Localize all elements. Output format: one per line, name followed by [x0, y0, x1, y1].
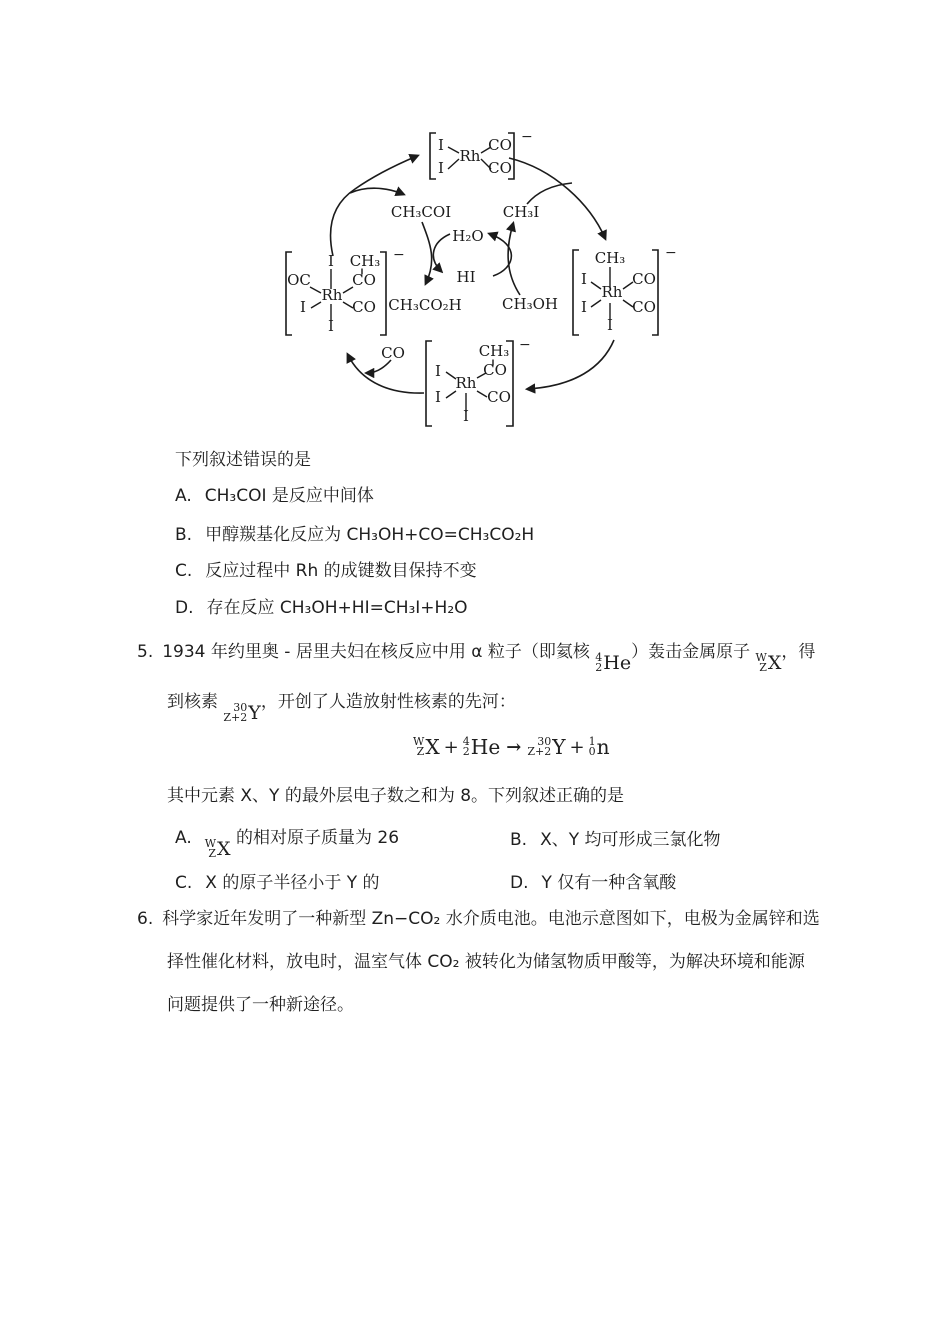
option-text: X 的原子半径小于 Y 的: [205, 873, 380, 893]
mass-number: 4: [462, 735, 470, 748]
atomic-number: Z: [208, 847, 217, 860]
plus-sign: +: [443, 736, 459, 758]
species-ch3coi: CH₃COI: [390, 203, 452, 221]
arrow-left-to-ch3coi: [350, 188, 403, 194]
q5-option-d: [510, 871, 676, 895]
element-symbol: n: [596, 735, 610, 759]
q6-line-1: [137, 907, 820, 931]
option-text: CH₃COI 是反应中间体: [204, 486, 374, 506]
arrow-top-to-right: [509, 158, 605, 238]
option-label: D.: [510, 873, 529, 893]
mass-number: 30: [537, 735, 552, 748]
ligand-label: I: [438, 136, 444, 154]
option-label: A.: [175, 486, 192, 506]
species-hi: HI: [456, 268, 476, 286]
species-h2o: H₂O: [452, 227, 484, 245]
rh-complex-bottom: [426, 337, 531, 426]
nuclide-he: [463, 735, 501, 759]
mass-number: W: [755, 651, 767, 664]
ligand-label: I: [328, 252, 334, 270]
q4-option-a: [175, 484, 374, 508]
q5-text: 到核素: [167, 692, 224, 712]
nuclide-n: [589, 735, 610, 759]
species-ch3oh: CH₃OH: [502, 295, 558, 313]
option-label: B.: [510, 830, 528, 850]
ligand-label: I: [438, 159, 444, 177]
option-label: B.: [175, 525, 193, 545]
element-symbol: He: [603, 652, 632, 674]
species-co: CO: [381, 344, 405, 362]
charge-sign: −: [521, 129, 533, 145]
q5-text: ，开创了人造放射性核素的先河：: [260, 692, 516, 712]
ligand-label: CO: [488, 159, 512, 177]
nuclide-y: [527, 735, 565, 759]
ligand-label: I: [581, 270, 587, 288]
q5-text: ）轰击金属原子: [631, 642, 756, 662]
rh-complex-left: [286, 247, 405, 335]
charge-sign: −: [519, 337, 531, 353]
mass-number: W: [204, 837, 217, 850]
option-text: X、Y 均可形成三氯化物: [540, 830, 721, 850]
option-label: C.: [175, 873, 193, 893]
option-text: 的相对原子质量为 26: [230, 828, 400, 848]
q5-line-3: 其中元素 X、Y 的最外层电子数之和为 8。下列叙述正确的是: [167, 786, 625, 806]
q5-option-c: [175, 871, 380, 895]
ligand-label: I: [607, 316, 613, 334]
ligand-label: CO: [632, 298, 656, 316]
charge-sign: −: [665, 245, 677, 261]
ligand-label: CO: [488, 136, 512, 154]
option-label: C.: [175, 561, 193, 581]
ligand-label: I: [463, 407, 469, 425]
ligand-label: CO: [352, 271, 376, 289]
element-symbol: Y: [552, 735, 566, 759]
atomic-number: Z: [759, 661, 767, 674]
ligand-label: I: [435, 388, 441, 406]
arrow-ch3oh-to-ch3i: [508, 224, 520, 295]
q6-line-2: 择性催化材料，放电时，温室气体 CO₂ 被转化为储氢物质甲酸等，为解决环境和能源: [167, 952, 805, 972]
option-label: D.: [175, 598, 194, 618]
nuclear-equation: [413, 735, 610, 759]
species-ch3co2h: CH₃CO₂H: [388, 296, 462, 314]
element-symbol: X: [217, 838, 231, 860]
q5-text: ，得: [781, 642, 816, 662]
q5-line-1: [137, 640, 815, 675]
ligand-label: CH₃: [349, 252, 381, 270]
charge-sign: −: [393, 247, 405, 263]
atomic-number: Z+2: [527, 745, 552, 758]
rh-complex-top: [430, 129, 533, 179]
arrow-ch3coi-to-acid: [422, 222, 432, 283]
option-text: 甲醇羰基化反应为 CH₃OH+CO=CH₃CO₂H: [205, 525, 535, 545]
question-number: 5.: [137, 642, 154, 662]
option-text: Y 仅有一种含氧酸: [541, 873, 677, 893]
metal-center-label: Rh: [601, 283, 623, 301]
reaction-arrow: →: [506, 736, 522, 758]
nuclide-he: [595, 651, 631, 675]
mass-number: 1: [588, 735, 596, 748]
ligand-label: CH₃: [478, 342, 510, 360]
q5-text: 1934 年约里奥 - 居里夫妇在核反应中用 α 粒子（即氦核: [162, 642, 596, 662]
ligand-label: CO: [352, 298, 376, 316]
ligand-label: OC: [287, 271, 311, 289]
metal-center-label: Rh: [459, 147, 481, 165]
q4-option-b: [175, 523, 534, 547]
option-text: 存在反应 CH₃OH+HI=CH₃I+H₂O: [206, 598, 468, 618]
ligand-label: I: [435, 362, 441, 380]
element-symbol: X: [767, 652, 782, 674]
metal-center-label: Rh: [321, 286, 343, 304]
q4-stem: 下列叙述错误的是: [175, 450, 311, 470]
metal-center-label: Rh: [455, 374, 477, 392]
mass-number: W: [413, 735, 425, 748]
species-ch3i: CH₃I: [502, 203, 540, 221]
question-number: 6.: [137, 909, 154, 929]
element-symbol: He: [470, 735, 501, 759]
ligand-label: CO: [483, 361, 507, 379]
element-symbol: Y: [248, 702, 261, 724]
ligand-label: I: [328, 317, 334, 335]
q4-option-c: [175, 559, 477, 583]
nuclide-y: [223, 701, 260, 725]
option-label: A.: [175, 828, 192, 848]
q6-text: 科学家近年发明了一种新型 Zn−CO₂ 水介质电池。电池示意图如下，电极为金属锌和选: [162, 909, 820, 929]
q5-line-2: [167, 690, 516, 725]
ligand-label: CH₃: [594, 249, 626, 267]
q5-option-b: [510, 828, 721, 852]
mass-number: 4: [595, 651, 603, 664]
atomic-number: 2: [462, 745, 470, 758]
rh-complex-right: [573, 245, 677, 335]
ligand-label: I: [581, 298, 587, 316]
arrow-h2o-to-hi: [433, 234, 450, 271]
atomic-number: 2: [595, 661, 603, 674]
mass-number: 30: [233, 701, 248, 714]
ligand-label: CO: [632, 270, 656, 288]
atomic-number: Z+2: [223, 711, 248, 724]
option-text: 反应过程中 Rh 的成键数目保持不变: [205, 561, 477, 581]
arrow-right-to-bottom: [528, 340, 614, 389]
ligand-label: I: [300, 298, 306, 316]
q6-line-3: 问题提供了一种新途径。: [167, 995, 354, 1015]
q5-option-a: [175, 826, 399, 861]
catalytic-cycle-diagram: [270, 115, 700, 435]
nuclide-x: [756, 651, 782, 675]
atomic-number: 0: [588, 745, 596, 758]
element-symbol: X: [425, 735, 440, 759]
nuclide-x: [413, 735, 440, 759]
plus-sign: +: [569, 736, 585, 758]
ligand-label: CO: [487, 388, 511, 406]
atomic-number: Z: [416, 745, 425, 758]
nuclide-x: [205, 837, 231, 861]
q4-option-d: [175, 596, 468, 620]
